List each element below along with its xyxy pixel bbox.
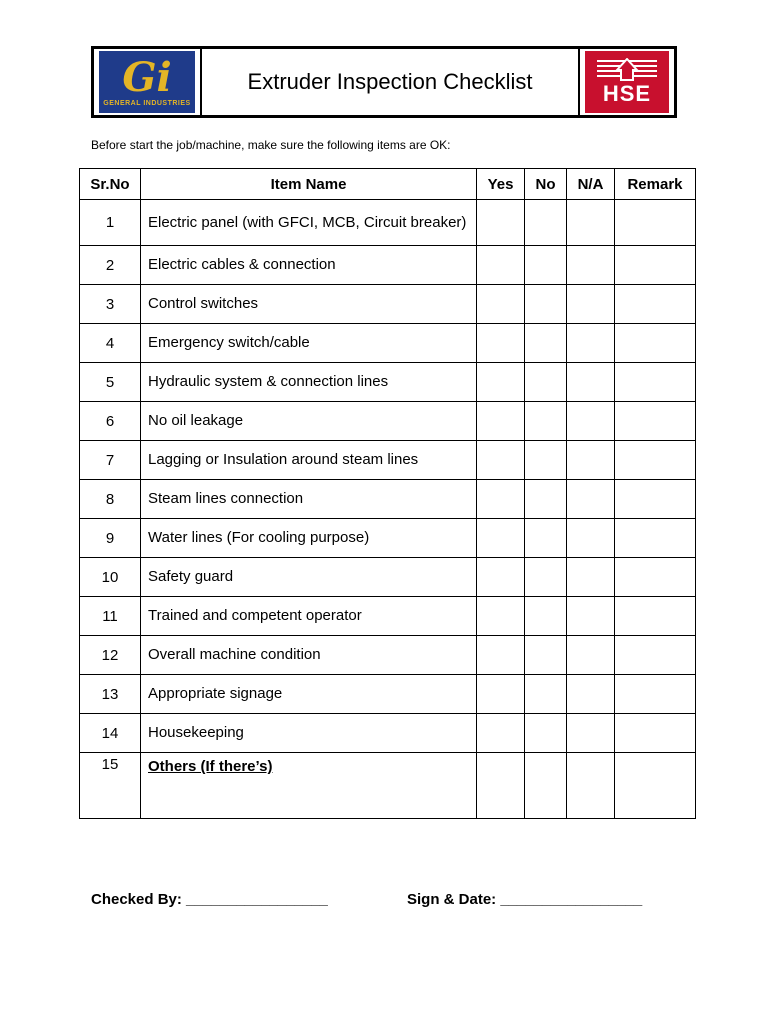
no-cell[interactable] xyxy=(525,285,567,324)
yes-cell[interactable] xyxy=(477,246,525,285)
hse-house-icon xyxy=(597,58,657,82)
yes-cell[interactable] xyxy=(477,441,525,480)
checked-by-field[interactable]: Checked By: _________________ xyxy=(91,891,328,908)
row-sr: 15 xyxy=(80,753,141,819)
na-cell[interactable] xyxy=(567,675,615,714)
na-cell[interactable] xyxy=(567,441,615,480)
company-logo xyxy=(94,49,202,115)
row-sr: 13 xyxy=(80,675,141,714)
yes-cell[interactable] xyxy=(477,636,525,675)
no-cell[interactable] xyxy=(525,363,567,402)
no-cell[interactable] xyxy=(525,675,567,714)
row-sr: 6 xyxy=(80,402,141,441)
table-row xyxy=(80,200,696,246)
checklist-table xyxy=(79,168,696,819)
remark-cell[interactable] xyxy=(615,714,696,753)
row-item: No oil leakage xyxy=(141,402,477,441)
row-item: Electric panel (with GFCI, MCB, Circuit breaker) xyxy=(141,200,477,246)
row-item: Hydraulic system & connection lines xyxy=(141,363,477,402)
yes-cell[interactable] xyxy=(477,363,525,402)
no-cell[interactable] xyxy=(525,558,567,597)
no-cell[interactable] xyxy=(525,753,567,819)
no-cell[interactable] xyxy=(525,200,567,246)
table-row xyxy=(80,636,696,675)
remark-cell[interactable] xyxy=(615,441,696,480)
row-sr: 9 xyxy=(80,519,141,558)
remark-cell[interactable] xyxy=(615,480,696,519)
no-cell[interactable] xyxy=(525,519,567,558)
hse-logo-text: HSE xyxy=(602,81,652,106)
table-row xyxy=(80,597,696,636)
row-item: Housekeeping xyxy=(141,714,477,753)
remark-cell[interactable] xyxy=(615,285,696,324)
na-cell[interactable] xyxy=(567,519,615,558)
remark-cell[interactable] xyxy=(615,558,696,597)
row-sr: 3 xyxy=(80,285,141,324)
row-sr: 10 xyxy=(80,558,141,597)
remark-cell[interactable] xyxy=(615,246,696,285)
no-cell[interactable] xyxy=(525,480,567,519)
header-remark: Remark xyxy=(615,169,696,200)
row-item: Trained and competent operator xyxy=(141,597,477,636)
row-item: Emergency switch/cable xyxy=(141,324,477,363)
yes-cell[interactable] xyxy=(477,200,525,246)
row-sr: 2 xyxy=(80,246,141,285)
table-row xyxy=(80,363,696,402)
row-sr: 1 xyxy=(80,200,141,246)
header-yes: Yes xyxy=(477,169,525,200)
table-row xyxy=(80,558,696,597)
table-row xyxy=(80,753,696,819)
yes-cell[interactable] xyxy=(477,675,525,714)
na-cell[interactable] xyxy=(567,402,615,441)
na-cell[interactable] xyxy=(567,246,615,285)
table-row xyxy=(80,324,696,363)
remark-cell[interactable] xyxy=(615,597,696,636)
row-item: Steam lines connection xyxy=(141,480,477,519)
yes-cell[interactable] xyxy=(477,519,525,558)
company-logo-text: GENERAL INDUSTRIES xyxy=(103,99,191,107)
no-cell[interactable] xyxy=(525,441,567,480)
na-cell[interactable] xyxy=(567,480,615,519)
remark-cell[interactable] xyxy=(615,402,696,441)
yes-cell[interactable] xyxy=(477,558,525,597)
no-cell[interactable] xyxy=(525,246,567,285)
remark-cell[interactable] xyxy=(615,363,696,402)
table-row xyxy=(80,480,696,519)
table-row xyxy=(80,675,696,714)
gi-logo-icon: Gi xyxy=(122,53,172,101)
table-row xyxy=(80,246,696,285)
intro-text: Before start the job/machine, make sure the following items are OK: xyxy=(91,138,451,152)
remark-cell[interactable] xyxy=(615,636,696,675)
row-item: Water lines (For cooling purpose) xyxy=(141,519,477,558)
remark-cell[interactable] xyxy=(615,200,696,246)
remark-cell[interactable] xyxy=(615,324,696,363)
header-item-name: Item Name xyxy=(141,169,477,200)
yes-cell[interactable] xyxy=(477,324,525,363)
na-cell[interactable] xyxy=(567,285,615,324)
table-header-row xyxy=(80,169,696,200)
row-item: Lagging or Insulation around steam lines xyxy=(141,441,477,480)
yes-cell[interactable] xyxy=(477,714,525,753)
no-cell[interactable] xyxy=(525,597,567,636)
remark-cell[interactable] xyxy=(615,753,696,819)
table-row xyxy=(80,519,696,558)
row-sr: 14 xyxy=(80,714,141,753)
remark-cell[interactable] xyxy=(615,519,696,558)
sign-date-field[interactable]: Sign & Date: _________________ xyxy=(407,891,643,908)
header-no: No xyxy=(525,169,567,200)
row-item: Overall machine condition xyxy=(141,636,477,675)
row-item: Control switches xyxy=(141,285,477,324)
document-header xyxy=(91,46,677,118)
na-cell[interactable] xyxy=(567,558,615,597)
na-cell[interactable] xyxy=(567,200,615,246)
yes-cell[interactable] xyxy=(477,480,525,519)
row-item: Safety guard xyxy=(141,558,477,597)
na-cell[interactable] xyxy=(567,324,615,363)
no-cell[interactable] xyxy=(525,636,567,675)
remark-cell[interactable] xyxy=(615,675,696,714)
na-cell[interactable] xyxy=(567,363,615,402)
table-row xyxy=(80,402,696,441)
yes-cell[interactable] xyxy=(477,597,525,636)
no-cell[interactable] xyxy=(525,714,567,753)
row-item: Electric cables & connection xyxy=(141,246,477,285)
table-row xyxy=(80,285,696,324)
na-cell[interactable] xyxy=(567,714,615,753)
header-sr-no: Sr.No xyxy=(80,169,141,200)
table-row xyxy=(80,714,696,753)
row-sr: 8 xyxy=(80,480,141,519)
row-sr: 11 xyxy=(80,597,141,636)
na-cell[interactable] xyxy=(567,753,615,819)
row-sr: 4 xyxy=(80,324,141,363)
yes-cell[interactable] xyxy=(477,285,525,324)
row-sr: 5 xyxy=(80,363,141,402)
na-cell[interactable] xyxy=(567,636,615,675)
hse-logo xyxy=(578,49,674,115)
yes-cell[interactable] xyxy=(477,753,525,819)
table-row xyxy=(80,441,696,480)
yes-cell[interactable] xyxy=(477,402,525,441)
no-cell[interactable] xyxy=(525,402,567,441)
row-item: Appropriate signage xyxy=(141,675,477,714)
row-sr: 7 xyxy=(80,441,141,480)
row-item: Others (If there’s) xyxy=(141,753,477,819)
no-cell[interactable] xyxy=(525,324,567,363)
row-sr: 12 xyxy=(80,636,141,675)
document-title: Extruder Inspection Checklist xyxy=(247,69,533,94)
header-na: N/A xyxy=(567,169,615,200)
na-cell[interactable] xyxy=(567,597,615,636)
